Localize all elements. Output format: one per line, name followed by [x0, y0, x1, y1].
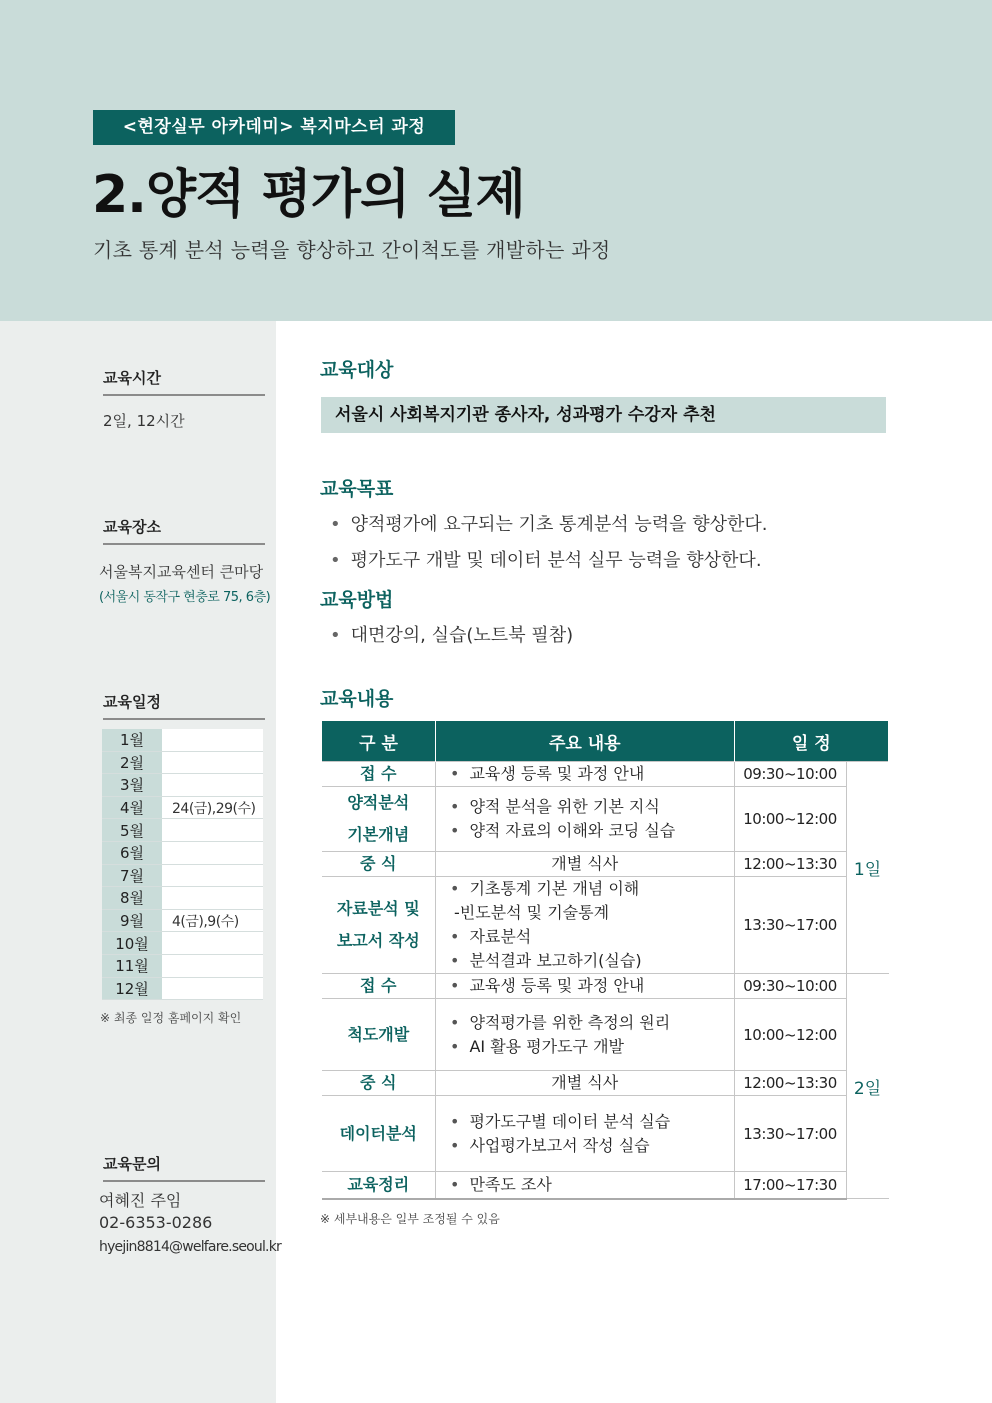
- calendar-row: [102, 909, 263, 932]
- content-text: AI 활용 평가도구 개발: [469, 1036, 625, 1056]
- category-line: 자료분석 및: [336, 899, 420, 918]
- goal-item: [330, 546, 762, 572]
- method-heading: 교육방법: [320, 589, 394, 611]
- calendar-month: 9월: [102, 909, 162, 932]
- row-time: 10:00~12:00: [734, 999, 846, 1071]
- table-row: [322, 1071, 889, 1096]
- content-text: 평가도구별 데이터 분석 실습: [469, 1111, 671, 1131]
- content-text: 사업평가보고서 작성 실습: [469, 1135, 650, 1155]
- header-schedule: 일 정: [734, 721, 889, 762]
- row-category: [322, 877, 436, 974]
- table-row: [322, 1096, 889, 1172]
- calendar-month: 10월: [102, 932, 162, 955]
- content-text: 양적 분석을 위한 기본 지식: [469, 797, 660, 816]
- calendar-month: 11월: [102, 954, 162, 977]
- calendar-row: [102, 977, 263, 1000]
- content-item: [450, 974, 734, 998]
- calendar-month: 12월: [102, 977, 162, 1000]
- calendar-month: 6월: [102, 841, 162, 864]
- content-text: 교육생 등록 및 과정 안내: [469, 976, 645, 995]
- content-text: 분석결과 보고하기(실습): [469, 951, 642, 970]
- bullet-icon: •: [450, 821, 460, 840]
- bullet-icon: •: [450, 764, 460, 783]
- day-label: 2일: [846, 974, 889, 1199]
- row-content: [436, 1096, 735, 1172]
- row-content: 개별 식사: [436, 1071, 735, 1096]
- calendar-month: 2월: [102, 751, 162, 774]
- row-category: 접 수: [322, 762, 436, 787]
- bullet-icon: •: [450, 1036, 460, 1056]
- calendar-row: [102, 887, 263, 910]
- bullet-icon: •: [330, 625, 341, 646]
- place-value: 서울복지교육센터 큰마당: [99, 563, 264, 581]
- page-title: 2.양적 평가의 실제: [92, 165, 525, 225]
- target-box: 서울시 사회복지기관 종사자, 성과평가 수강자 추천: [321, 397, 886, 433]
- goal-text: 평가도구 개발 및 데이터 분석 실무 능력을 향상한다.: [350, 550, 762, 571]
- category-line: 기본개념: [347, 825, 410, 844]
- row-category: 중 식: [322, 1071, 436, 1096]
- bullet-icon: •: [450, 797, 460, 816]
- content-item: [450, 819, 734, 843]
- calendar-row: [102, 774, 263, 797]
- bullet-icon: •: [330, 550, 341, 571]
- content-heading: 교육내용: [320, 688, 394, 710]
- goal-heading: 교육목표: [320, 478, 394, 500]
- calendar-dates: [162, 751, 263, 774]
- row-content: [436, 787, 735, 852]
- calendar-dates: 24(금),29(수): [162, 796, 263, 819]
- row-category: 데이터분석: [322, 1096, 436, 1172]
- method-text: 대면강의, 실습(노트북 필참): [350, 625, 574, 646]
- day-label: 1일: [846, 762, 889, 974]
- calendar-dates: [162, 864, 263, 887]
- content-text: 양적평가를 위한 측정의 원리: [469, 1012, 671, 1032]
- place-heading: 교육장소: [103, 516, 265, 545]
- table-row: [322, 1172, 889, 1199]
- row-time: 17:00~17:30: [734, 1172, 846, 1199]
- row-time: 10:00~12:00: [734, 787, 846, 852]
- calendar-dates: [162, 819, 263, 842]
- header-category: 구 분: [322, 721, 436, 762]
- calendar-dates: [162, 841, 263, 864]
- contact-phone: 02-6353-0286: [99, 1213, 213, 1232]
- content-item: [450, 1173, 734, 1197]
- row-category: [322, 787, 436, 852]
- content-text: 양적 자료의 이해와 코딩 실습: [469, 821, 676, 840]
- calendar-dates: [162, 729, 263, 751]
- row-time: 12:00~13:30: [734, 852, 846, 877]
- contact-name: 여혜진 주임: [99, 1191, 182, 1210]
- row-content: [436, 1172, 735, 1199]
- calendar-dates: [162, 977, 263, 1000]
- table-header-row: [322, 721, 889, 762]
- calendar-row: [102, 932, 263, 955]
- calendar-month: 4월: [102, 796, 162, 819]
- row-category: 교육정리: [322, 1172, 436, 1199]
- row-category: 중 식: [322, 852, 436, 877]
- schedule-heading: 교육일정: [103, 691, 265, 720]
- calendar-row: [102, 751, 263, 774]
- calendar-month: 5월: [102, 819, 162, 842]
- content-item: [450, 949, 734, 973]
- contact-email: hyejin8814@welfare.seoul.kr: [99, 1239, 281, 1255]
- contact-heading: 교육문의: [103, 1153, 265, 1182]
- table-row: [322, 852, 889, 877]
- calendar-month: 1월: [102, 729, 162, 751]
- goal-item: [330, 510, 768, 536]
- bullet-icon: •: [330, 514, 341, 535]
- bullet-icon: •: [450, 1111, 460, 1131]
- content-text: 교육생 등록 및 과정 안내: [469, 764, 645, 783]
- content-item: [450, 877, 734, 901]
- category-line: 보고서 작성: [336, 931, 420, 950]
- time-heading: 교육시간: [103, 367, 265, 396]
- calendar-dates: [162, 932, 263, 955]
- schedule-table: [321, 721, 889, 1200]
- table-note: ※ 세부내용은 일부 조정될 수 있음: [320, 1212, 500, 1226]
- calendar-month: 8월: [102, 887, 162, 910]
- table-row: [322, 974, 889, 999]
- bullet-icon: •: [450, 951, 460, 970]
- row-time: 09:30~10:00: [734, 974, 846, 999]
- calendar-row: [102, 864, 263, 887]
- content-text: 자료분석: [469, 927, 532, 946]
- calendar-row: [102, 729, 263, 751]
- row-time: 13:30~17:00: [734, 877, 846, 974]
- bullet-icon: •: [450, 1174, 460, 1194]
- row-time: 13:30~17:00: [734, 1096, 846, 1172]
- row-time: 09:30~10:00: [734, 762, 846, 787]
- calendar-dates: [162, 954, 263, 977]
- page-subtitle: 기초 통계 분석 능력을 향상하고 간이척도를 개발하는 과정: [93, 238, 611, 262]
- calendar-dates: [162, 887, 263, 910]
- course-badge: <현장실무 아카데미> 복지마스터 과정: [93, 110, 455, 145]
- content-subitem: -빈도분석 및 기술통계: [454, 903, 610, 922]
- content-item: [450, 762, 734, 786]
- category-line: 양적분석: [347, 793, 410, 812]
- calendar-month: 3월: [102, 774, 162, 797]
- content-item: [450, 1110, 734, 1134]
- row-content: [436, 877, 735, 974]
- calendar-dates: [162, 774, 263, 797]
- bullet-icon: •: [450, 1135, 460, 1155]
- bullet-icon: •: [450, 1012, 460, 1032]
- schedule-note: ※ 최종 일정 홈페이지 확인: [100, 1011, 242, 1025]
- calendar-row: [102, 819, 263, 842]
- method-item: [330, 621, 573, 647]
- schedule-calendar: [102, 729, 263, 1000]
- calendar-row: [102, 841, 263, 864]
- table-row: [322, 999, 889, 1071]
- table-row: [322, 787, 889, 852]
- calendar-month: 7월: [102, 864, 162, 887]
- place-address: (서울시 동작구 현충로 75, 6층): [99, 590, 271, 605]
- row-content: [436, 762, 735, 787]
- calendar-row: [102, 954, 263, 977]
- target-heading: 교육대상: [320, 359, 394, 381]
- row-content: [436, 999, 735, 1071]
- goal-text: 양적평가에 요구되는 기초 통계분석 능력을 향상한다.: [350, 514, 768, 535]
- content-item: [450, 795, 734, 819]
- content-item: [450, 1134, 734, 1158]
- header-content: 주요 내용: [436, 721, 735, 762]
- content-item: [450, 1011, 734, 1035]
- table-row: [322, 762, 889, 787]
- row-category: 접 수: [322, 974, 436, 999]
- bullet-icon: •: [450, 927, 460, 946]
- content-item: [450, 1035, 734, 1059]
- bullet-icon: •: [450, 976, 460, 995]
- calendar-dates: 4(금),9(수): [162, 909, 263, 932]
- calendar-row: [102, 796, 263, 819]
- content-text: 기초통계 기본 개념 이해: [469, 879, 640, 898]
- row-content: [436, 974, 735, 999]
- time-value: 2일, 12시간: [103, 412, 185, 430]
- row-time: 12:00~13:30: [734, 1071, 846, 1096]
- table-row: [322, 877, 889, 974]
- row-content: 개별 식사: [436, 852, 735, 877]
- row-category: 척도개발: [322, 999, 436, 1071]
- header-band: [0, 0, 992, 321]
- bullet-icon: •: [450, 879, 460, 898]
- content-text: 만족도 조사: [469, 1174, 552, 1194]
- content-item: [450, 925, 734, 949]
